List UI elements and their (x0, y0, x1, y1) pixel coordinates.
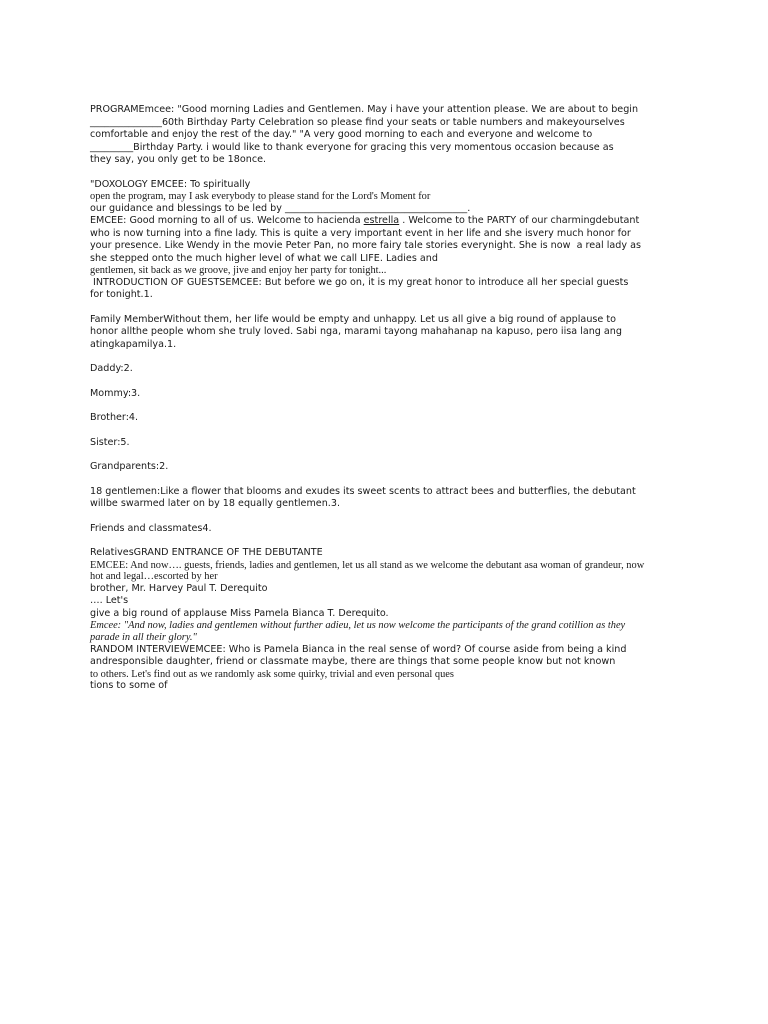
text-line: our guidance and blessings to be led by ______________________________________. (90, 202, 471, 214)
brother-line: Brother:4. (90, 412, 139, 424)
doxology-paragraph (90, 179, 690, 302)
text-line: willbe swarmed later on by 18 equally gentlemen.3. (90, 498, 340, 510)
text-line: hot and legal…escorted by her (90, 571, 218, 583)
text-line: _________Birthday Party. i would like to thank everyone for gracing this very momentous occasion because as (90, 141, 614, 153)
family-paragraph (90, 314, 690, 352)
text-line: Family MemberWithout them, her life would be empty and unhappy. Let us all give a big round of applause to (90, 313, 616, 325)
text-fragment: . Welcome to the PARTY of our charmingdebutant (399, 215, 640, 227)
text-fragment: EMCEE: Good morning to all of us. Welcome to hacienda (90, 215, 364, 227)
text-line: RelativesGRAND ENTRANCE OF THE DEBUTANTE (90, 547, 323, 559)
paragraph-gap (90, 425, 690, 437)
paragraph-gap (90, 474, 690, 486)
sister-line: Sister:5. (90, 436, 130, 448)
text-line: honor allthe people whom she truly loved. Sabi nga, marami tayong mahahanap na kapuso, pero iisa lang ang (90, 326, 622, 338)
text-line: your presence. Like Wendy in the movie Peter Pan, no more fairy tale stories everynight. She is now a real lady as (90, 240, 641, 252)
daddy-line: Daddy:2. (90, 363, 133, 375)
text-line: …. Let's (90, 595, 129, 607)
grand-entrance-paragraph (90, 547, 690, 692)
text-line: 18 gentlemen:Like a flower that blooms and exudes its sweet scents to attract bees and butterflies, the debutant (90, 485, 636, 497)
text-line: atingkapamilya.1. (90, 338, 177, 350)
text-line: EMCEE: And now…. guests, friends, ladies and gentlemen, let us all stand as we welcome the debutant asa woman of grandeur, now (90, 559, 645, 571)
paragraph-gap (90, 351, 690, 363)
mommy-line: Mommy:3. (90, 387, 141, 399)
text-line: for tonight.1. (90, 289, 153, 301)
paragraph-gap (90, 167, 690, 179)
gentlemen-paragraph (90, 486, 690, 511)
text-line: give a big round of applause Miss Pamela Bianca T. Derequito. (90, 607, 389, 619)
doxology-heading: "DOXOLOGY EMCEE: To spiritually (90, 178, 251, 190)
text-line: INTRODUCTION OF GUESTSEMCEE: But before we go on, it is my great honor to introduce all her special guests (90, 276, 629, 288)
paragraph-gap (90, 535, 690, 547)
paragraph-gap (90, 511, 690, 523)
document-page (90, 104, 690, 693)
text-line: parade in all their glory." (90, 631, 197, 643)
text-line: andresponsible daughter, friend or classmate maybe, there are things that some people know but not known (90, 656, 616, 668)
text-line: PROGRAMEmcee: "Good morning Ladies and Gentlemen. May i have your attention please. We are about to begin (90, 104, 639, 115)
text-line: Emcee: "And now, ladies and gentlemen without further adieu, let us now welcome the participants of the grand cotillion as they (90, 620, 626, 632)
text-line: open the program, may I ask everybody to please stand for the Lord's Moment for (90, 191, 431, 202)
text-line: comfortable and enjoy the rest of the day." "A very good morning to each and everyone and welcome to (90, 129, 593, 140)
paragraph-gap (90, 449, 690, 461)
emcee-welcome-line (90, 215, 690, 228)
text-line: they say, you only get to be 18once. (90, 154, 267, 165)
paragraph-gap (90, 302, 690, 314)
text-line: to others. Let's find out as we randomly ask some quirky, trivial and even personal ques (90, 668, 454, 680)
text-line: _______________60th Birthday Party Celebration so please find your seats or table numbers and makeyourselves (90, 116, 625, 128)
text-line: brother, Mr. Harvey Paul T. Derequito (90, 582, 268, 594)
paragraph-gap (90, 400, 690, 412)
program-paragraph (90, 104, 690, 167)
text-line: RANDOM INTERVIEWEMCEE: Who is Pamela Bianca in the real sense of word? Of course aside from being a kind (90, 643, 627, 655)
text-line: gentlemen, sit back as we groove, jive and enjoy her party for tonight... (90, 265, 387, 277)
text-line: she stepped onto the much higher level of what we call LIFE. Ladies and (90, 252, 438, 264)
grandparents-line: Grandparents:2. (90, 461, 169, 473)
friends-line: Friends and classmates4. (90, 522, 212, 534)
text-line: who is now turning into a fine lady. This is quite a very important event in her life and she isvery much honor for (90, 227, 631, 239)
underlined-text: estrella (363, 215, 400, 227)
text-line: tions to some of (90, 680, 168, 692)
paragraph-gap (90, 376, 690, 388)
